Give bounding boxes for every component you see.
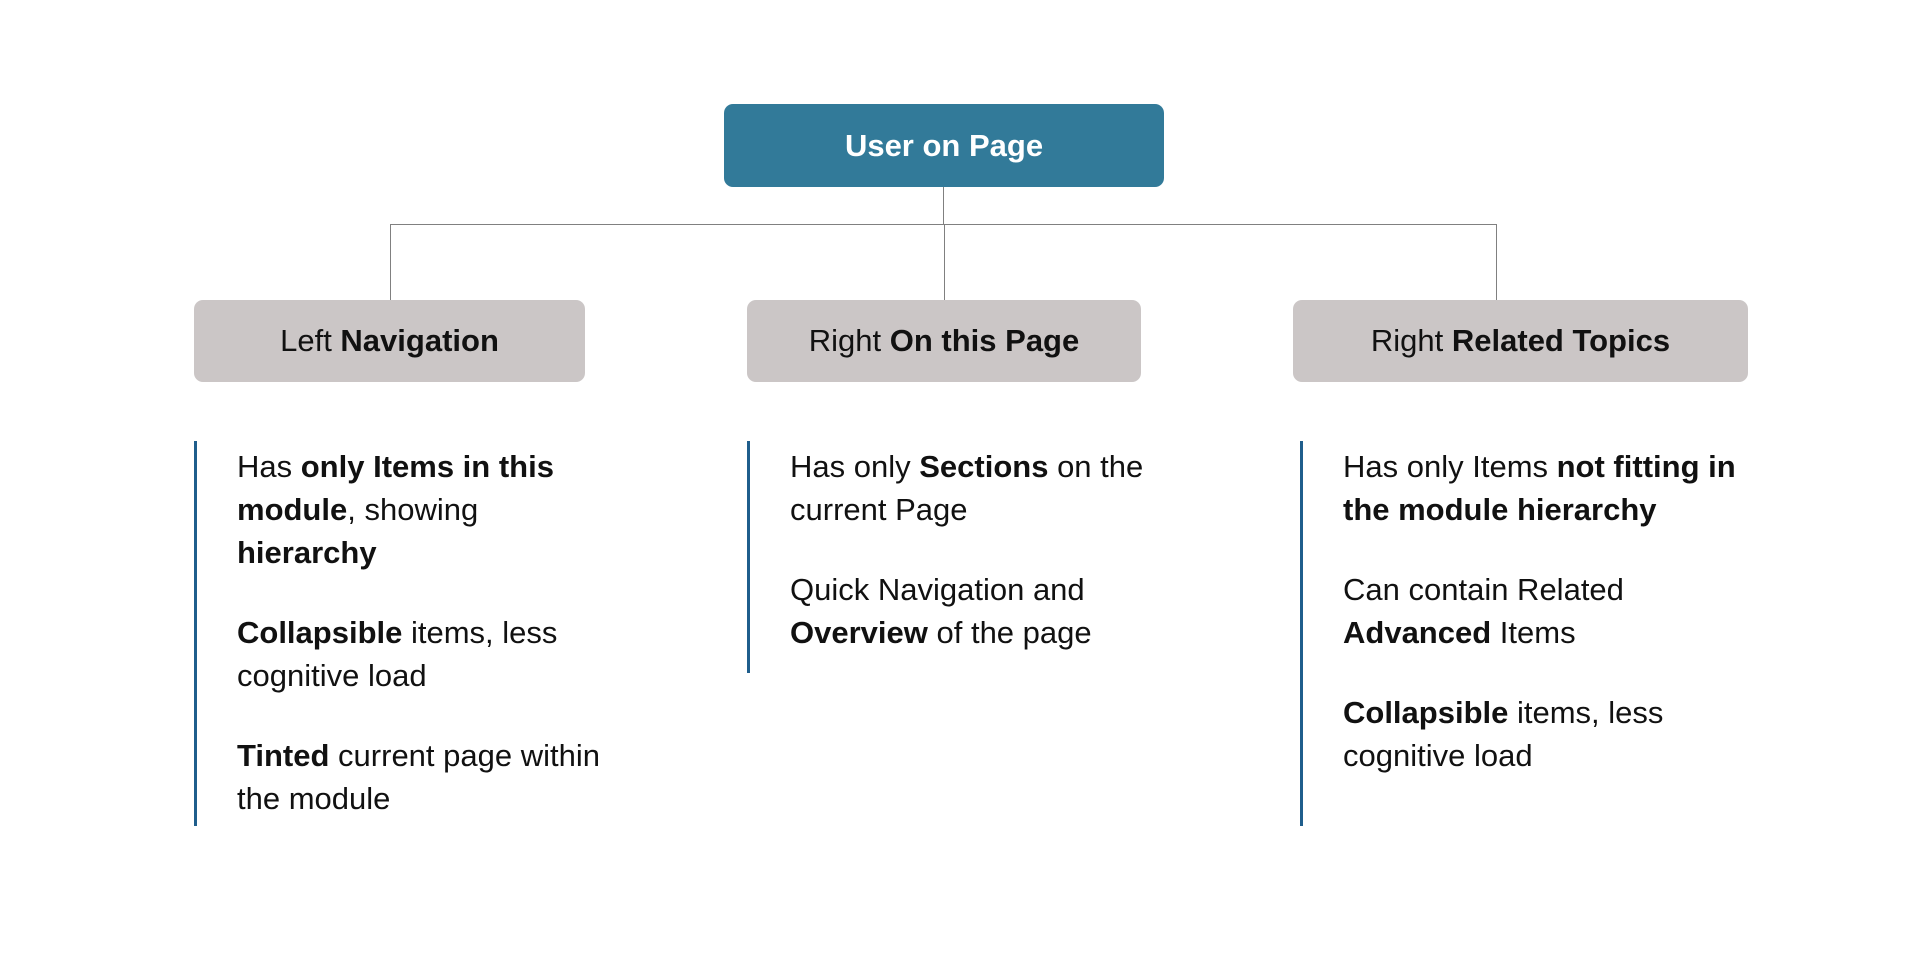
detail-text: items, less cognitive load bbox=[1343, 695, 1664, 773]
detail-text: Has only Items bbox=[1343, 449, 1557, 484]
detail-text-bold: Collapsible bbox=[237, 615, 403, 650]
root-node-user-on-page bbox=[724, 104, 1164, 187]
detail-paragraph bbox=[237, 445, 607, 574]
detail-text: of the page bbox=[927, 615, 1092, 650]
detail-paragraph bbox=[1343, 568, 1743, 654]
root-label: User on Page bbox=[844, 127, 1044, 163]
detail-paragraph bbox=[1343, 691, 1743, 777]
detail-text-bold: hierarchy bbox=[237, 535, 377, 570]
category-right-related-topics bbox=[1293, 300, 1748, 382]
detail-text: current page within the module bbox=[237, 738, 600, 816]
category-prefix: Right bbox=[1370, 323, 1452, 358]
category-bold: On this Page bbox=[889, 323, 1080, 358]
detail-paragraph bbox=[237, 611, 607, 697]
detail-text: Has only bbox=[790, 449, 920, 484]
connector-root-stem bbox=[943, 187, 944, 224]
category-right-on-this-page bbox=[747, 300, 1141, 382]
detail-text: Has bbox=[237, 449, 301, 484]
detail-text: , showing bbox=[347, 492, 479, 527]
detail-paragraph bbox=[790, 445, 1160, 531]
detail-text-bold: not fitting in the module hierarchy bbox=[1343, 449, 1736, 527]
detail-text-bold: only Items in this module bbox=[237, 449, 554, 527]
detail-paragraph bbox=[237, 734, 607, 820]
details-right-on-this-page bbox=[747, 441, 1160, 673]
detail-text-bold: Advanced bbox=[1343, 615, 1492, 650]
detail-paragraph bbox=[1343, 445, 1743, 531]
detail-text-bold: Tinted bbox=[237, 738, 330, 773]
detail-text: Can contain Related bbox=[1343, 572, 1624, 607]
category-prefix: Right bbox=[808, 323, 890, 358]
category-prefix: Left bbox=[280, 323, 341, 358]
category-bold: Related Topics bbox=[1451, 323, 1671, 358]
category-left-navigation bbox=[194, 300, 585, 382]
details-left-navigation bbox=[194, 441, 607, 826]
detail-text-bold: Collapsible bbox=[1343, 695, 1509, 730]
detail-text-bold: Sections bbox=[919, 449, 1049, 484]
detail-paragraph bbox=[790, 568, 1160, 654]
connector-right bbox=[1496, 224, 1497, 300]
detail-text: on the current Page bbox=[790, 449, 1144, 527]
category-bold: Navigation bbox=[340, 323, 499, 358]
detail-text: Quick Navigation and bbox=[790, 572, 1085, 607]
connector-left bbox=[390, 224, 391, 300]
connector-middle bbox=[944, 224, 945, 300]
detail-text: items, less cognitive load bbox=[237, 615, 558, 693]
details-right-related-topics bbox=[1300, 441, 1743, 826]
detail-text-bold: Overview bbox=[790, 615, 928, 650]
detail-text: Items bbox=[1491, 615, 1576, 650]
